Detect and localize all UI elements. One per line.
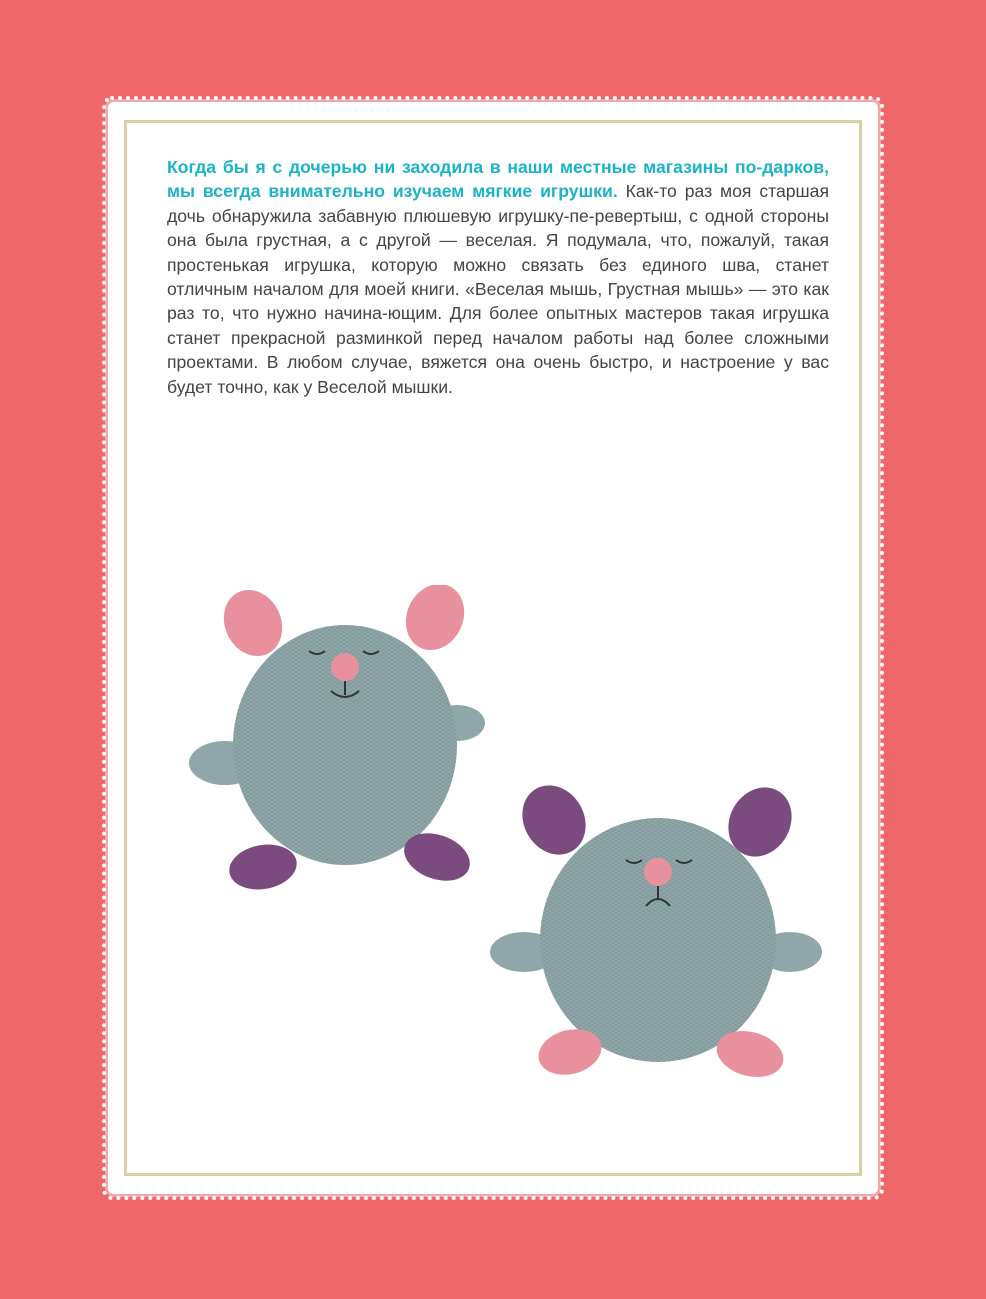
nose	[644, 858, 672, 886]
nose	[331, 653, 359, 681]
happy-mouse-image	[185, 585, 525, 905]
sad-mouse-image	[490, 780, 830, 1090]
lead-sentence: Когда бы я с дочерью ни заходила в наши местные магазины по-дарков, мы всегда внимательно изучаем мягкие игрушки.	[167, 157, 829, 202]
body	[540, 818, 776, 1062]
body-text: Как-то раз моя старшая дочь обнаружила забавную плюшевую игрушку-пе-ревертыш, с одной стороны она была грустная, а с другой — веселая. Я подумала, что, пожалуй, такая простенькая игрушка, которую можно связать без единого шва, станет отличным началом для моей книги. «Веселая мышь, Грустная мышь» — это как раз то, что нужно начина-ющим. Для более опытных мастеров такая игрушка станет прекрасной разминкой перед началом работы над более сложными проектами. В любом случае, вяжется она очень быстро, и настроение у вас будет точно, как у Веселой мышки.	[167, 181, 829, 397]
intro-paragraph	[167, 155, 829, 399]
